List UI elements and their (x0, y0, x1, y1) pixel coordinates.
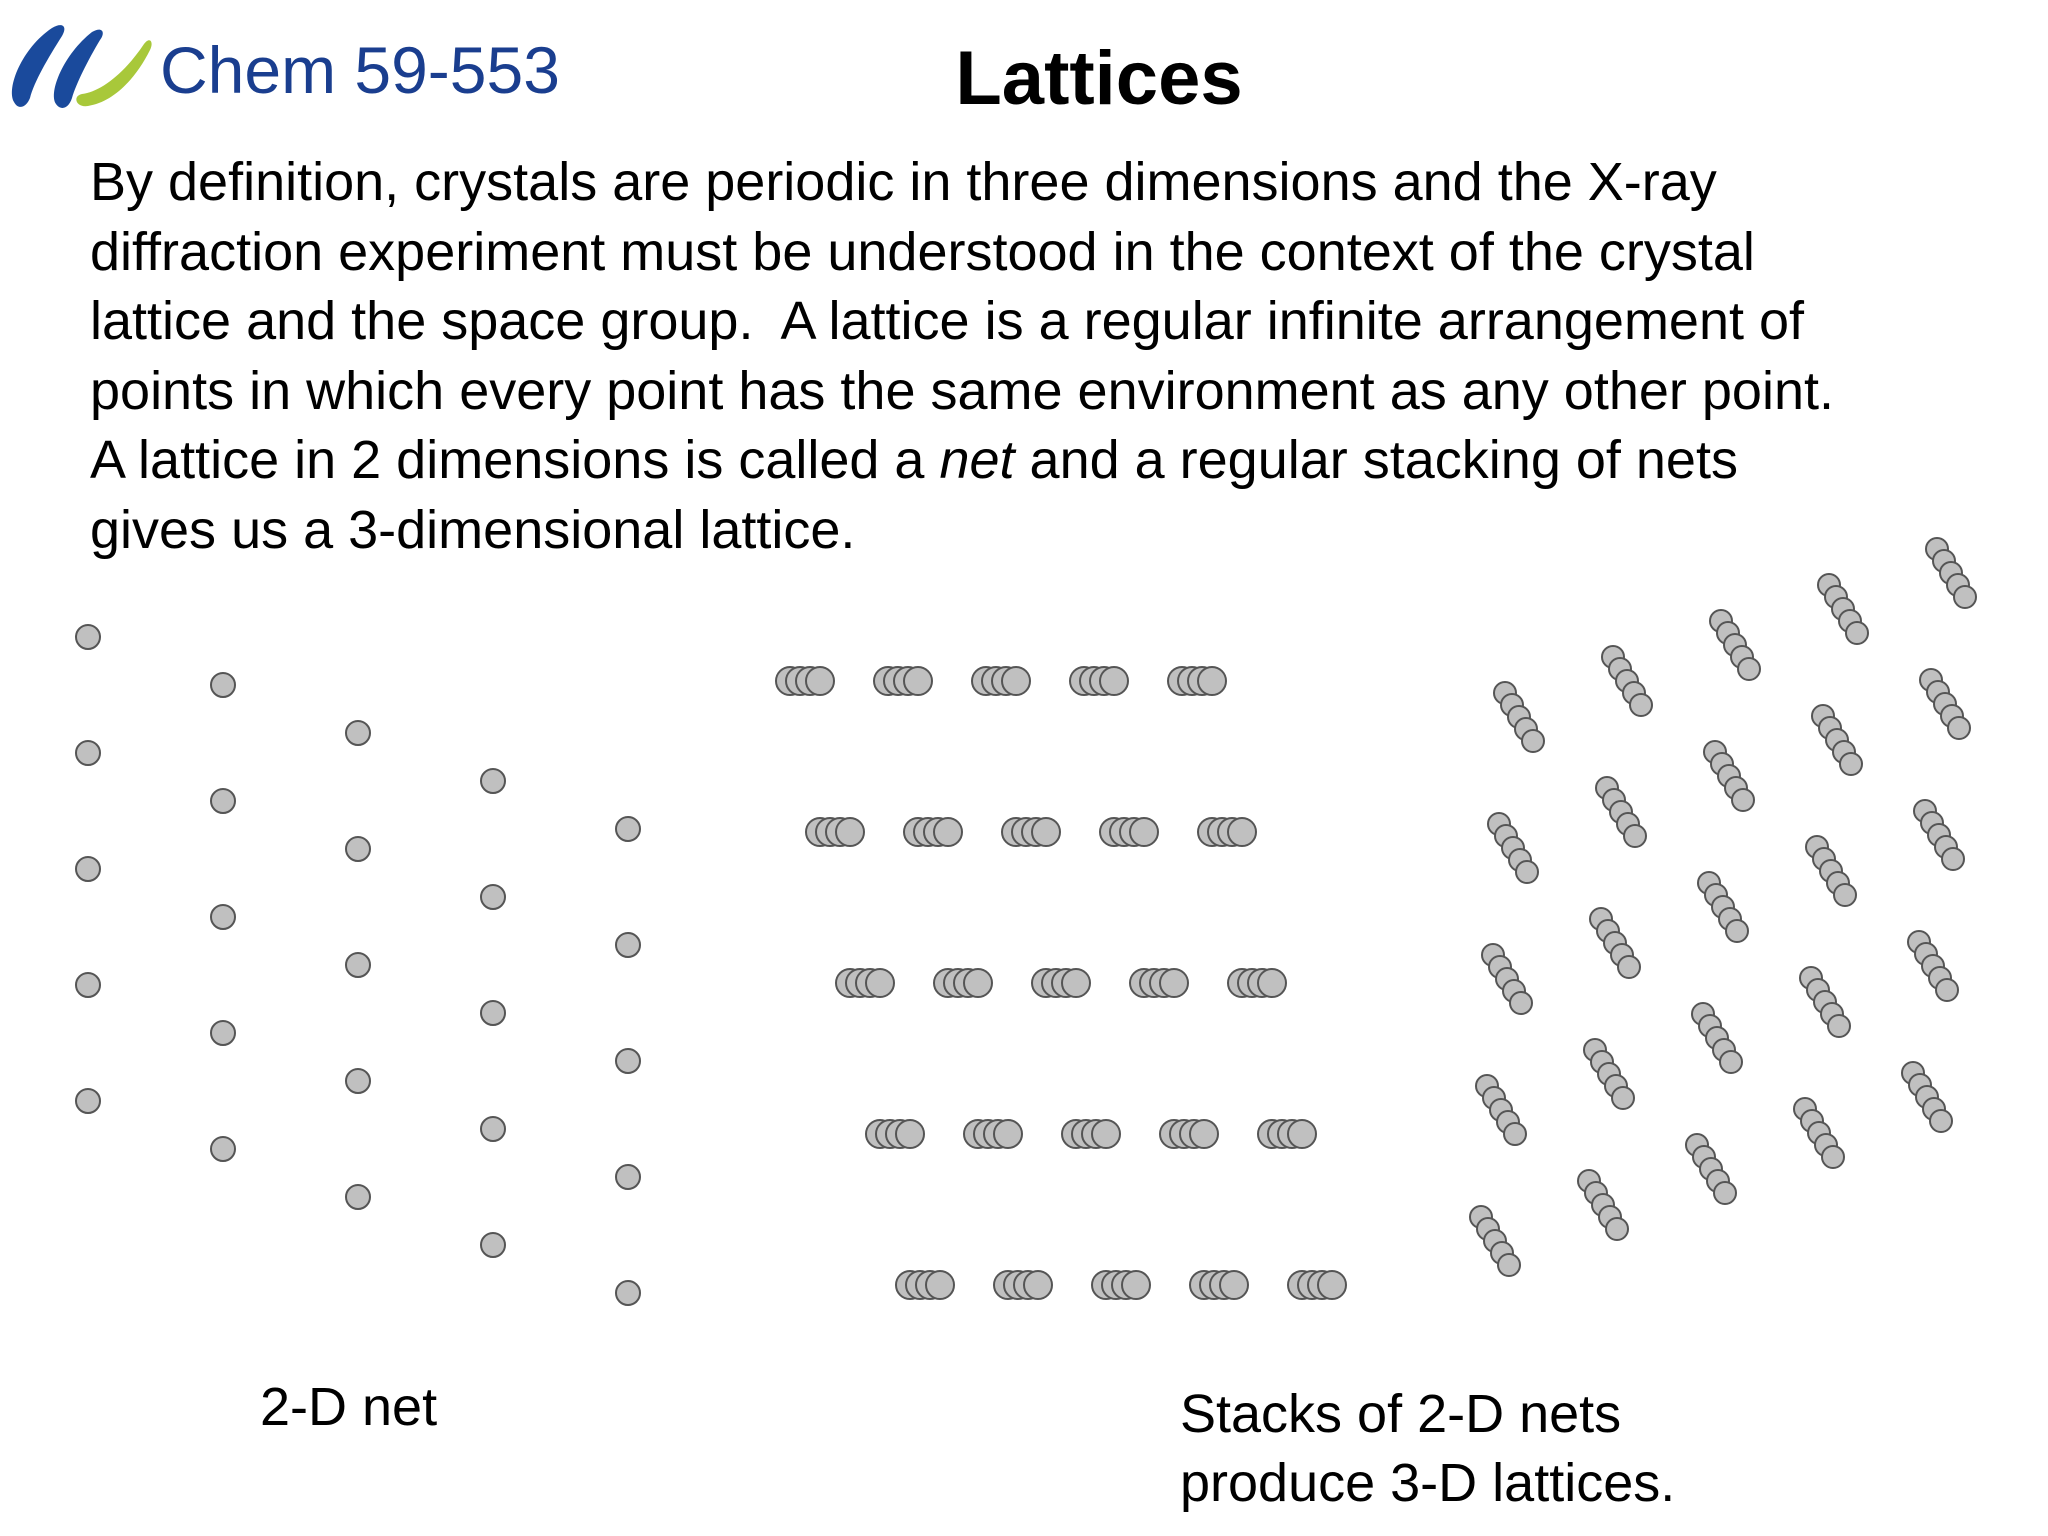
body-line-5-pre: A lattice in 2 dimensions is called a (90, 430, 940, 490)
lattice-point (76, 625, 100, 649)
stacked-lattice-point (1954, 586, 1976, 608)
stacked-lattice-point (1522, 730, 1544, 752)
page-title (0, 36, 2048, 122)
lattice-point (211, 905, 235, 929)
net-term: net (939, 430, 1015, 490)
stacked-lattice-point (1738, 658, 1760, 680)
stacked-lattice-point (1160, 969, 1188, 997)
lattice-point (76, 741, 100, 765)
stacked-lattice-point (1288, 1120, 1316, 1148)
caption-3d-lattice-line-1: Stacks of 2-D nets (1180, 1384, 1622, 1444)
stacked-lattice-point (1318, 1271, 1346, 1299)
stacked-lattice-point (1228, 818, 1256, 846)
lattice-point (616, 817, 640, 841)
stacked-lattice-point (1258, 969, 1286, 997)
body-line-6: gives us a 3-dimensional lattice. (90, 499, 856, 560)
lattice-point (76, 857, 100, 881)
stacked-lattice-point (1100, 667, 1128, 695)
page-title-text: Lattices (955, 36, 1243, 121)
body-line-4: points in which every point has the same environment as any other point. (90, 360, 1834, 421)
stacked-lattice-point (1846, 622, 1868, 644)
stacked-lattice-point (1498, 1254, 1520, 1276)
stacked-lattice-point (926, 1271, 954, 1299)
lattice-figure (0, 520, 2048, 1340)
stacked-lattice-point (1732, 789, 1754, 811)
body-line-5 (90, 426, 2030, 496)
body-line-5-post: and a regular stacking of nets (1014, 430, 1738, 490)
stacked-lattice-point (1516, 861, 1538, 883)
stacked-lattice-point (1834, 884, 1856, 906)
stacked-lattice-point (1930, 1110, 1952, 1132)
course-code: Chem 59-553 (160, 33, 560, 107)
stacked-lattice-point (1942, 848, 1964, 870)
lattice-point (346, 953, 370, 977)
stacked-lattice-point (1726, 920, 1748, 942)
lattice-point (211, 1137, 235, 1161)
lattice-point (616, 1049, 640, 1073)
lattice-point (616, 1281, 640, 1305)
caption-3d-lattice-line-2: produce 3-D lattices. (1180, 1453, 1676, 1513)
stacked-lattice-point (866, 969, 894, 997)
stacked-lattice-point (1092, 1120, 1120, 1148)
stacked-lattice-point (1624, 825, 1646, 847)
stacked-lattice-point (1822, 1146, 1844, 1168)
lattice-point (346, 1185, 370, 1209)
stacked-lattice-point (964, 969, 992, 997)
stacked-lattice-point (1032, 818, 1060, 846)
caption-2d-net: 2-D net (260, 1377, 438, 1437)
stacked-lattice-point (896, 1120, 924, 1148)
stacked-lattice-point (836, 818, 864, 846)
stacked-lattice-point (806, 667, 834, 695)
stacked-lattice-point (1606, 1218, 1628, 1240)
lattice-point (346, 1069, 370, 1093)
stacked-lattice-point (1504, 1123, 1526, 1145)
stacked-lattice-point (1510, 992, 1532, 1014)
stacked-lattice-point (1002, 667, 1030, 695)
stacked-lattice-point (1720, 1051, 1742, 1073)
stacked-lattice-point (1122, 1271, 1150, 1299)
stacked-lattice-point (1024, 1271, 1052, 1299)
stacked-lattice-point (1198, 667, 1226, 695)
lattice-point (481, 769, 505, 793)
lattice-point (346, 721, 370, 745)
stacked-lattice-point (994, 1120, 1022, 1148)
lattice-point (76, 1089, 100, 1113)
stacked-lattice-point (1190, 1120, 1218, 1148)
stacked-lattice-point (1062, 969, 1090, 997)
stacked-lattice-point (934, 818, 962, 846)
caption-3d-lattice (1180, 1380, 1675, 1518)
stacked-lattice-point (1948, 717, 1970, 739)
lattice-point (616, 933, 640, 957)
stacked-lattice-point (1828, 1015, 1850, 1037)
lattice-point (481, 885, 505, 909)
stacked-lattice-point (1630, 694, 1652, 716)
stack-oblique-view-diagram (1470, 538, 1976, 1276)
lattice-point (211, 1021, 235, 1045)
stacked-lattice-point (1612, 1087, 1634, 1109)
lattice-point (481, 1233, 505, 1257)
lattice-point (616, 1165, 640, 1189)
body-line-1: By definition, crystals are periodic in three dimensions and the X-ray (90, 152, 1717, 212)
stacked-lattice-point (1220, 1271, 1248, 1299)
lattice-point (481, 1117, 505, 1141)
stacked-lattice-point (904, 667, 932, 695)
stacked-lattice-point (1936, 979, 1958, 1001)
body-paragraph (90, 148, 2030, 565)
body-line-3: lattice and the space group. A lattice is a regular infinite arrangement of (90, 291, 1805, 351)
stacked-lattice-point (1840, 753, 1862, 775)
lattice-point (211, 789, 235, 813)
lattice-point (211, 673, 235, 697)
stacked-lattice-point (1130, 818, 1158, 846)
stack-side-view-diagram (776, 667, 1346, 1299)
lattice-point (346, 837, 370, 861)
lattice-point (481, 1001, 505, 1025)
lattice-point (76, 973, 100, 997)
net-2d-diagram (76, 625, 640, 1305)
body-line-2: diffraction experiment must be understood in the context of the crystal (90, 221, 1755, 282)
stacked-lattice-point (1618, 956, 1640, 978)
stacked-lattice-point (1714, 1182, 1736, 1204)
